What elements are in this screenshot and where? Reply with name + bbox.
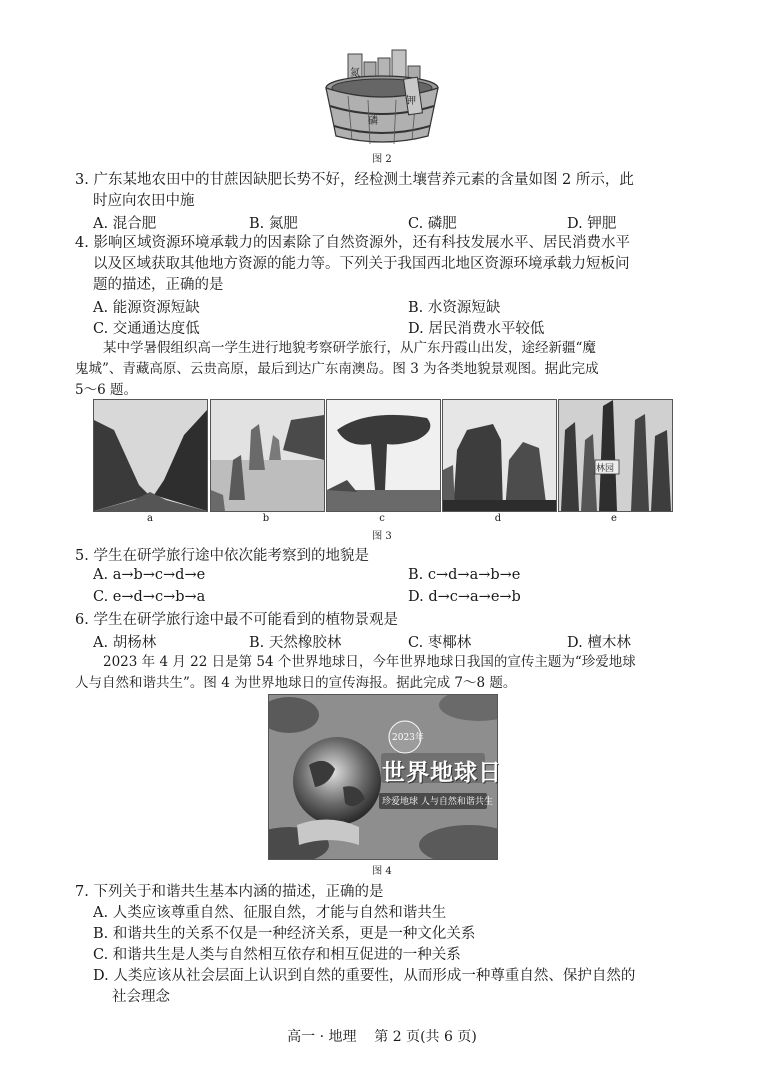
landform-photo-a [93,399,208,512]
q4-stem-line2: 以及区域获取其他地方资源的能力等。下列关于我国西北地区资源环境承载力短板问 [93,256,630,272]
q3-stem-line2: 时应向农田中施 [93,193,195,209]
q4-option-d[interactable]: D. 居民消费水平较低 [408,321,545,337]
q4-stem-line1: 4. 影响区域资源环境承载力的因素除了自然资源外，还有科技发展水平、居民消费水平 [75,235,630,251]
q7-option-d-line2[interactable]: 社会理念 [112,989,170,1005]
q5-stem: 5. 学生在研学旅行途中依次能考察到的地貌是 [75,548,369,564]
mushroom-rock-image [327,400,440,511]
q5-option-c[interactable]: C. e→d→c→b→a [93,589,206,605]
q5-option-b[interactable]: B. c→d→a→b→e [408,567,521,583]
page-footer: 高一 · 地理 第 2 页(共 6 页) [287,1029,477,1045]
q6-option-c[interactable]: C. 枣椰林 [408,635,472,651]
stone-forest-image [559,400,672,511]
passage1-line1: 某中学暑假组织高一学生进行地貌考察研学旅行，从广东丹霞山出发，途经新疆“魔 [103,340,596,356]
photo-label-a: a [147,513,153,524]
q6-option-b[interactable]: B. 天然橡胶林 [249,635,342,651]
landform-photo-c [326,399,441,512]
stone-forest-sign: 林园 [596,464,615,474]
q7-option-a[interactable]: A. 人类应该尊重自然、征服自然，才能与自然和谐共生 [93,905,447,921]
passage1-line2: 鬼城”、青藏高原、云贵高原，最后到达广东南澳岛。图 3 为各类地貌景观图。据此完成 [75,361,599,377]
danxia-image [443,400,556,511]
figure-2-bucket [318,48,446,148]
landform-photo-b [210,399,325,512]
q4-option-b[interactable]: B. 水资源短缺 [408,300,501,316]
stave-label-phosphorus: 磷 [368,116,378,127]
canyon-image [94,400,207,511]
q3-option-d[interactable]: D. 钾肥 [567,216,617,232]
passage2-line2: 人与自然和谐共生”。图 4 为世界地球日的宣传海报。据此完成 7～8 题。 [75,675,517,691]
photo-label-e: e [611,513,617,524]
q3-option-a[interactable]: A. 混合肥 [93,216,157,232]
q7-stem: 7. 下列关于和谐共生基本内涵的描述，正确的是 [75,884,384,900]
q4-option-a[interactable]: A. 能源资源短缺 [93,300,200,316]
q5-option-d[interactable]: D. d→c→a→e→b [408,589,521,605]
q6-option-d[interactable]: D. 檀木林 [567,635,631,651]
figure-4-caption: 图 4 [372,866,392,877]
passage2-line1: 2023 年 4 月 22 日是第 54 个世界地球日，今年世界地球日我国的宣传主题为“珍爱地球 [103,654,636,670]
q7-option-b[interactable]: B. 和谐共生的关系不仅是一种经济关系，更是一种文化关系 [93,926,476,942]
photo-label-d: d [494,513,502,524]
q5-option-a[interactable]: A. a→b→c→d→e [93,567,206,583]
landform-photo-e [558,399,673,512]
q4-stem-line3: 题的描述，正确的是 [93,277,224,293]
poster-year-badge: 2023年 [392,733,424,743]
q3-option-c[interactable]: C. 磷肥 [408,216,457,232]
stave-label-potassium: 钾 [406,96,416,107]
passage1-line3: 5～6 题。 [75,382,137,398]
q3-option-b[interactable]: B. 氮肥 [249,216,298,232]
globe-icon [293,737,381,825]
q6-stem: 6. 学生在研学旅行途中最不可能看到的植物景观是 [75,612,398,628]
q7-option-c[interactable]: C. 和谐共生是人类与自然相互依存和相互促进的一种关系 [93,947,461,963]
photo-label-b: b [262,513,270,524]
stave-label-nitrogen: 氮 [350,68,360,79]
landform-photo-d [442,399,557,512]
poster-title: 世界地球日 [382,760,502,786]
q7-option-d-line1[interactable]: D. 人类应该从社会层面上认识到自然的重要性，从而形成一种尊重自然、保护自然的 [93,968,636,984]
bucket-illustration [318,48,446,148]
q6-option-a[interactable]: A. 胡杨林 [93,635,157,651]
figure-2-caption: 图 2 [372,154,392,165]
q4-option-c[interactable]: C. 交通通达度低 [93,321,200,337]
q3-stem-line1: 3. 广东某地农田中的甘蔗因缺肥长势不好，经检测土壤营养元素的含量如图 2 所示，此 [75,172,634,188]
figure-3-caption: 图 3 [372,531,392,542]
photo-label-c: c [379,513,385,524]
poster-slogan: 珍爱地球 人与自然和谐共生 [382,797,493,807]
sea-stacks-image [211,400,324,511]
